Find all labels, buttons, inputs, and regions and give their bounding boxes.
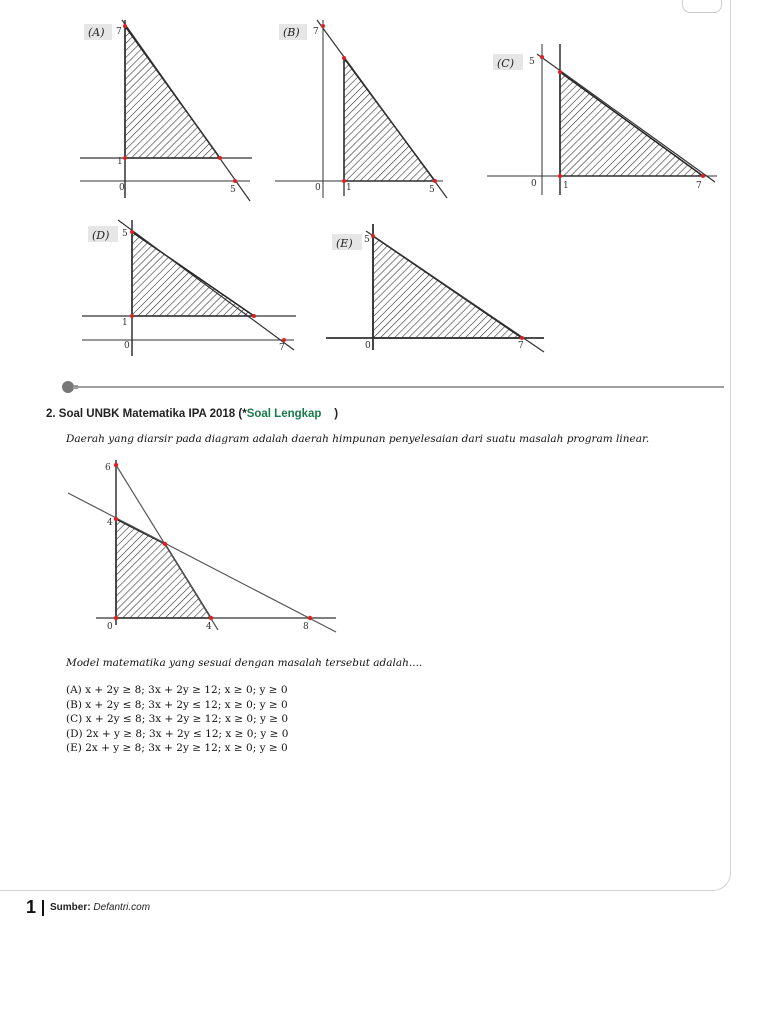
source-credit	[50, 902, 150, 913]
page-footer	[26, 897, 150, 918]
tick-label: 4	[206, 622, 212, 632]
tick-label: 7	[313, 27, 319, 37]
tick-label: 1	[563, 181, 569, 191]
vertex-point	[114, 517, 118, 521]
shaded-region	[116, 519, 211, 618]
vertex-point	[233, 179, 237, 183]
vertex-point	[308, 616, 312, 620]
tick-label: 5	[230, 185, 236, 195]
tick-label: 7	[279, 343, 285, 353]
model-prompt: Model matematika yang sesuai dengan masalah tersebut adalah....	[66, 657, 423, 669]
figure-label: (E)	[336, 237, 353, 250]
answer-option-a[interactable]: (A) x + 2y ≥ 8; 3x + 2y ≥ 12; x ≥ 0; y ≥ 0	[66, 684, 288, 696]
vertex-point	[123, 24, 127, 28]
tick-label: 0	[315, 183, 321, 193]
figure-option-e	[326, 222, 548, 357]
vertex-point	[252, 314, 256, 318]
figure-option-b	[275, 18, 455, 203]
tick-label: 5	[529, 57, 535, 67]
vertex-point	[130, 230, 134, 234]
vertex-point	[342, 56, 346, 60]
source-label: Sumber:	[50, 902, 91, 913]
main-diagram	[66, 455, 341, 635]
lightbulb-icon	[62, 381, 78, 393]
tick-label: 0	[124, 341, 130, 351]
vertex-point	[701, 174, 705, 178]
figure-label: (A)	[88, 26, 105, 39]
question-text: Daerah yang diarsir pada diagram adalah daerah himpunan penyelesaian dari suatu masalah program linear.	[66, 433, 650, 445]
tick-label: 0	[119, 183, 125, 193]
figure-label: (D)	[92, 229, 110, 242]
figure-label: (C)	[497, 57, 514, 70]
tick-label: 1	[122, 318, 128, 328]
vertex-point	[321, 24, 325, 28]
tick-label: 0	[365, 341, 371, 351]
vertex-point	[114, 616, 118, 620]
answer-option-c[interactable]: (C) x + 2y ≤ 8; 3x + 2y ≥ 12; x ≥ 0; y ≥ 0	[66, 713, 289, 726]
figure-option-a	[80, 18, 255, 203]
page-corner-tab	[682, 0, 722, 13]
tick-label: 5	[122, 229, 128, 239]
answer-option-d[interactable]: (D) 2x + y ≥ 8; 3x + 2y ≤ 12; x ≥ 0; y ≥ 0	[66, 727, 289, 740]
answer-option-b[interactable]: (B) x + 2y ≤ 8; 3x + 2y ≤ 12; x ≥ 0; y ≥ 0	[66, 698, 288, 711]
vertex-point	[130, 314, 134, 318]
tick-label: 6	[105, 463, 111, 473]
tick-label: 5	[364, 235, 370, 245]
answer-option-e[interactable]: (E) 2x + y ≥ 8; 3x + 2y ≥ 12; x ≥ 0; y ≥ 0	[66, 742, 288, 755]
tick-label: 4	[107, 518, 113, 528]
figure-label: (B)	[283, 26, 300, 39]
footer-separator	[42, 900, 44, 916]
vertex-point	[282, 338, 286, 342]
vertex-point	[163, 542, 167, 546]
tick-label: 5	[429, 185, 435, 195]
tick-label: 0	[531, 179, 537, 189]
tick-label: 1	[117, 157, 123, 167]
question-title	[46, 408, 338, 420]
soal-lengkap-link[interactable]: Soal Lengkap	[246, 408, 322, 420]
vertex-point	[371, 234, 375, 238]
tick-label: 8	[303, 622, 309, 632]
vertex-point	[114, 463, 118, 467]
tick-label: 7	[696, 181, 702, 191]
question-title-close: )	[334, 408, 339, 420]
page-number: 1	[26, 897, 37, 917]
vertex-point	[520, 336, 524, 340]
figure-option-c	[487, 40, 719, 200]
vertex-point	[123, 156, 127, 160]
section-divider	[60, 380, 724, 394]
figure-option-d	[82, 216, 300, 356]
question-number-title: 2. Soal UNBK Matematika IPA 2018 (*	[46, 408, 247, 420]
answer-options	[66, 683, 288, 756]
vertex-point	[540, 55, 544, 59]
vertex-point	[218, 156, 222, 160]
tick-label: 0	[107, 622, 113, 632]
vertex-point	[558, 174, 562, 178]
shaded-region	[560, 72, 703, 176]
vertex-point	[209, 616, 213, 620]
tick-label: 7	[116, 27, 122, 37]
tick-label: 1	[346, 183, 352, 193]
tick-label: 7	[518, 341, 524, 351]
source-value[interactable]: Defantri.com	[93, 902, 151, 913]
vertex-point	[558, 70, 562, 74]
vertex-point	[433, 179, 437, 183]
